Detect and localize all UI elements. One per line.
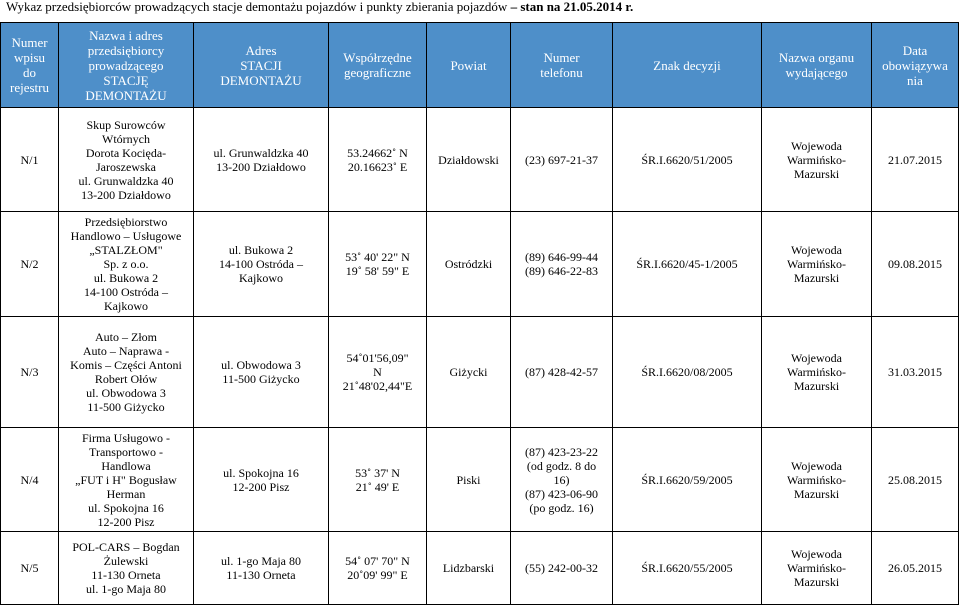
cell-line: Wojewoda	[790, 458, 843, 473]
cell-line: Przedsiębiorstwo	[84, 215, 168, 229]
cell-line: ul. 1-go Maja 80	[86, 582, 166, 596]
cell-powiat: Działdowski	[427, 108, 511, 212]
cell-line: (23) 697-21-37	[525, 152, 598, 167]
cell-line: Numer	[543, 50, 580, 65]
cell-line: 16)	[553, 472, 570, 487]
cell-line: 54˚01'56,09"	[346, 351, 409, 365]
cell-line: Auto – Złom	[95, 330, 157, 344]
header-nazwa	[59, 23, 194, 108]
cell-line: Jaroszewska	[96, 159, 156, 174]
cell-line: Wojewoda	[790, 547, 843, 561]
cell-data: 26.05.2015	[872, 532, 959, 605]
cell-wspolrzedne	[329, 108, 427, 212]
cell-line: Transportowo -	[89, 444, 163, 459]
table-row	[1, 108, 959, 212]
cell-line: STACJI	[240, 57, 282, 73]
cell-organ	[762, 532, 872, 605]
cell-decyzja: ŚR.I.6620/55/2005	[613, 532, 762, 605]
cell-line: 11-500 Giżycko	[87, 400, 165, 414]
cell-line: Robert Ołów	[94, 372, 158, 386]
cell-line: Firma Usługowo -	[82, 430, 170, 445]
cell-line: Wtórnych	[102, 131, 150, 146]
cell-wspolrzedne	[329, 212, 427, 317]
cell-telefon	[511, 108, 613, 212]
cell-line: Data	[902, 42, 928, 58]
cell-line: Powiat	[450, 57, 487, 73]
header-powiat	[427, 23, 511, 108]
cell-line: 11-130 Orneta	[91, 568, 161, 582]
cell-line: do	[23, 65, 36, 80]
cell-line: Mazurski	[793, 575, 840, 589]
cell-line: (55) 242-00-32	[525, 561, 598, 575]
cell-line: Warmińsko-	[786, 365, 847, 379]
cell-adres	[194, 108, 329, 212]
cell-nazwa	[59, 212, 194, 317]
cell-line: DEMONTAŻU	[220, 72, 302, 88]
table-row	[1, 428, 959, 532]
cell-organ	[762, 428, 872, 532]
cell-line: Handlowo – Usługowe	[70, 229, 182, 243]
cell-line: DEMONTAŻU	[85, 87, 167, 103]
cell-telefon	[511, 212, 613, 317]
cell-organ	[762, 108, 872, 212]
cell-adres	[194, 428, 329, 532]
cell-line: Żulewski	[103, 554, 149, 568]
cell-line: 14-100 Ostróda –	[84, 285, 168, 299]
cell-line: prowadzącego	[88, 57, 164, 73]
header-organ	[762, 23, 872, 108]
cell-line: (87) 423-06-90	[525, 486, 598, 501]
header-telefon	[511, 23, 613, 108]
cell-telefon	[511, 428, 613, 532]
cell-line: STACJĘ	[103, 72, 149, 88]
cell-line: 21˚48'02,44"E	[342, 379, 413, 393]
cell-powiat: Piski	[427, 428, 511, 532]
header-numer	[1, 23, 59, 108]
table-row	[1, 532, 959, 605]
cell-line: Kajkowo	[104, 299, 148, 313]
cell-line: Mazurski	[793, 271, 840, 285]
cell-line: Mazurski	[793, 166, 840, 181]
cell-decyzja: ŚR.I.6620/08/2005	[613, 317, 762, 428]
cell-line: ul. Bukowa 2	[93, 271, 159, 285]
cell-line: ul. Grunwaldzka 40	[213, 145, 309, 160]
table-header-row	[1, 23, 959, 108]
cell-line: Warmińsko-	[786, 472, 847, 487]
cell-powiat: Ostródzki	[427, 212, 511, 317]
cell-line: przedsiębiorcy	[87, 42, 165, 58]
cell-line: 12-200 Pisz	[97, 514, 155, 529]
cell-telefon	[511, 317, 613, 428]
cell-line: Herman	[106, 486, 146, 501]
cell-line: Kajkowo	[239, 271, 283, 285]
cell-line: wpisu	[13, 50, 46, 65]
cell-organ	[762, 212, 872, 317]
cell-line: POL-CARS – Bogdan	[72, 540, 180, 554]
cell-line: 13-200 Działdowo	[216, 159, 306, 174]
cell-line: 19˚ 58' 59" E	[345, 264, 410, 278]
cell-line: Współrzędne	[343, 50, 412, 65]
cell-line: (89) 646-99-44	[525, 250, 598, 264]
cell-line: ul. Spokojna 16	[223, 465, 299, 480]
cell-line: 53˚ 37' N	[355, 465, 400, 480]
cell-line: ul. Grunwaldzka 40	[78, 173, 174, 188]
cell-numer: N/2	[1, 212, 59, 317]
cell-line: Komis – Części Antoni	[70, 358, 182, 372]
cell-line: Warmińsko-	[786, 257, 847, 271]
cell-line: nia	[907, 72, 923, 88]
cell-adres	[194, 532, 329, 605]
cell-nazwa	[59, 317, 194, 428]
cell-adres	[194, 212, 329, 317]
cell-line: „FUT i H" Bogusław	[75, 472, 177, 487]
cell-decyzja: ŚR.I.6620/45-1/2005	[613, 212, 762, 317]
cell-wspolrzedne	[329, 317, 427, 428]
cell-line: 20.16623˚ E	[347, 159, 408, 174]
cell-line: N	[373, 365, 382, 379]
cell-line: 11-130 Orneta	[226, 568, 296, 582]
cell-line: Wojewoda	[790, 351, 843, 365]
cell-line: Sp. z o.o.	[103, 257, 149, 271]
cell-line: Nazwa organu	[778, 50, 855, 65]
cell-line: Mazurski	[793, 486, 840, 501]
cell-line: 14-100 Ostróda –	[219, 257, 303, 271]
page-title	[6, 0, 956, 14]
cell-line: ul. Obwodowa 3	[221, 358, 301, 372]
cell-wspolrzedne	[329, 532, 427, 605]
cell-organ	[762, 317, 872, 428]
cell-adres	[194, 317, 329, 428]
page-title-text: Wykaz przedsiębiorców prowadzących stacje demontażu pojazdów i punkty zbierania pojazdów	[6, 0, 508, 14]
table-row	[1, 317, 959, 428]
header-data	[872, 23, 959, 108]
cell-line: 20˚09' 99" E	[347, 568, 408, 582]
cell-data: 09.08.2015	[872, 212, 959, 317]
cell-data: 31.03.2015	[872, 317, 959, 428]
cell-numer: N/1	[1, 108, 59, 212]
cell-line: 54˚ 07' 70" N	[345, 554, 410, 568]
cell-line: Mazurski	[793, 379, 840, 393]
cell-line: telefonu	[540, 65, 583, 80]
cell-nazwa	[59, 532, 194, 605]
cell-powiat: Lidzbarski	[427, 532, 511, 605]
cell-line: Handlowa	[101, 458, 151, 473]
cell-data: 21.07.2015	[872, 108, 959, 212]
cell-nazwa	[59, 108, 194, 212]
cell-line: (od godz. 8 do	[526, 458, 597, 473]
cell-line: 12-200 Pisz	[232, 479, 290, 494]
cell-line: (87) 423-23-22	[525, 444, 598, 459]
cell-decyzja: ŚR.I.6620/59/2005	[613, 428, 762, 532]
page-title-date: – stan na 21.05.2014 r.	[510, 0, 634, 14]
header-decyzja	[613, 23, 762, 108]
cell-numer: N/5	[1, 532, 59, 605]
cell-line: Dorota Kocięda-	[85, 145, 167, 160]
cell-data: 25.08.2015	[872, 428, 959, 532]
cell-line: (89) 646-22-83	[525, 264, 598, 278]
cell-wspolrzedne	[329, 428, 427, 532]
cell-line: ul. 1-go Maja 80	[221, 554, 301, 568]
cell-line: Wojewoda	[790, 243, 843, 257]
cell-line: (87) 428-42-57	[525, 365, 598, 379]
cell-line: 13-200 Działdowo	[81, 187, 171, 202]
header-adres	[194, 23, 329, 108]
cell-line: Znak decyzji	[653, 57, 721, 73]
header-wspolrzedne	[329, 23, 427, 108]
cell-line: rejestru	[10, 80, 49, 95]
cell-line: ul. Spokojna 16	[88, 500, 164, 515]
cell-line: wydającego	[785, 65, 848, 80]
cell-line: 21˚ 49' E	[355, 479, 400, 494]
table-row	[1, 212, 959, 317]
cell-line: Nazwa i adres	[89, 27, 163, 43]
cell-decyzja: ŚR.I.6620/51/2005	[613, 108, 762, 212]
cell-numer: N/4	[1, 428, 59, 532]
cell-line: ul. Obwodowa 3	[86, 386, 166, 400]
cell-line: obowiązywa	[882, 57, 948, 73]
cell-powiat: Giżycki	[427, 317, 511, 428]
cell-line: Auto – Naprawa -	[82, 344, 170, 358]
cell-line: Wojewoda	[790, 138, 843, 153]
cell-line: Skup Surowców	[86, 117, 166, 132]
cell-line: Warmińsko-	[786, 561, 847, 575]
cell-line: (po godz. 16)	[529, 500, 594, 515]
cell-line: geograficzne	[343, 65, 412, 80]
cell-numer: N/3	[1, 317, 59, 428]
cell-line: ul. Bukowa 2	[228, 243, 294, 257]
cell-line: 53.24662˚ N	[347, 145, 408, 160]
cell-line: Numer	[11, 35, 48, 50]
cell-line: Adres	[245, 42, 277, 58]
cell-nazwa	[59, 428, 194, 532]
cell-telefon	[511, 532, 613, 605]
cell-line: 53˚ 40' 22" N	[345, 250, 410, 264]
register-table	[0, 22, 959, 605]
cell-line: 11-500 Giżycko	[222, 372, 300, 386]
cell-line: „STALZŁOM"	[89, 243, 163, 257]
cell-line: Warmińsko-	[786, 152, 847, 167]
